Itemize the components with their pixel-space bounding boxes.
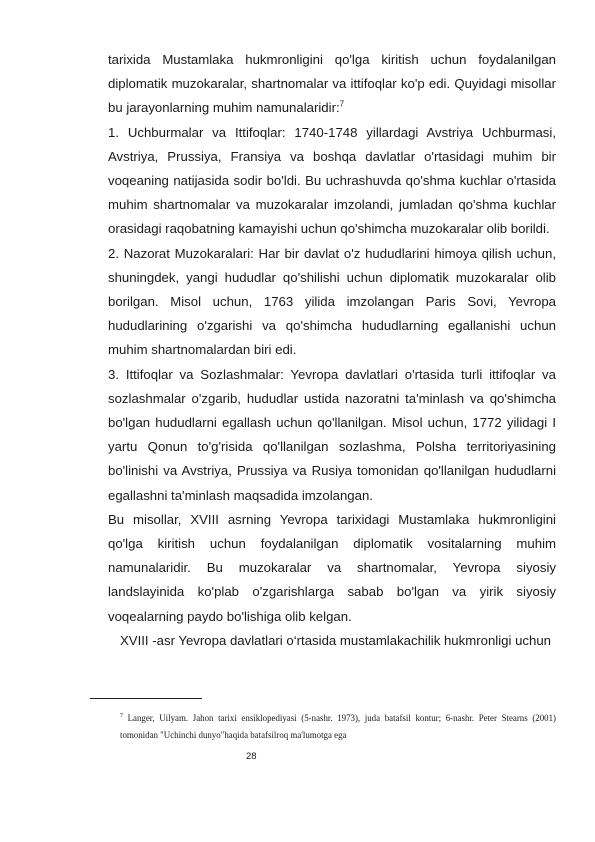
footnote-text: Langer, Uilyam. Jahon tarixi ensiklopediyasi (5-nashr. 1973), juda batafsil kontur; 6-nashr. Peter Stearns (2001) tomonidan "Uchinchi dunyo"haqida batafsilroq ma'lumotga ega [120, 713, 556, 740]
paragraph-item-2: 2. Nazorat Muzokaralari: Har bir davlat o'z hududlarini himoya qilish uchun, shuningdek, yangi hududlar qo'shilishi uchun diplomatik muzokaralar olib borilgan. Misol uchun, 1763 yilida imzolangan Paris Sovi, Yevropa hududlarining o'zgarishi va qo'shimcha hududlarning egallanishi uchun muhim shartnomalardan biri edi. [108, 245, 556, 358]
section-heading: XVIII -asr Yevropa davlatlari o‘rtasida mustamlakachilik hukmronligi uchun [120, 632, 551, 648]
paragraph-intro [108, 48, 556, 121]
footnote-divider [90, 698, 202, 699]
paragraph-item-3: 3. Ittifoqlar va Sozlashmalar: Yevropa davlatlari o'rtasida turli ittifoqlar va sozlashmalar o'zgarib, hududlar ustida nazoratni ta'minlash va qo'shimcha bo'lgan hududlarni egallash uchun qo'llanilgan. Misol uchun, 1772 yilidagi I yartu Qonun to'g'risida qo'llanilgan sozlashma, Polsha territoriyasining bo'linishi va Avstriya, Prussiya va Rusiya tomonidan qo'llanilgan hududlarni egallashni ta'minlash maqsadida imzolangan. [108, 366, 556, 503]
document-body [108, 48, 556, 653]
paragraph-summary: Bu misollar, XVIII asrning Yevropa tarixidagi Mustamlaka hukmronligini qo'lga kiritish uchun foydalanilgan diplomatik vositalarning muhim namunalaridir. Bu muzokaralar va shartnomalar, Yevropa siyosiy landslayinida ko'plab o'zgarishlarga sabab bo'lgan va yirik siyosiy voqealarning paydo bo'lishiga olib kelgan. [108, 511, 556, 624]
footnote-ref[interactable]: 7 [339, 100, 345, 110]
page-number: 28 [246, 751, 257, 762]
footnote [120, 710, 556, 743]
footnote-marker: 7 [120, 713, 123, 720]
paragraph-intro-text: tarixida Mustamlaka hukmronligini qo'lga kiritish uchun foydalanilgan diplomatik muzokaralar, shartnomalar va ittifoqlar ko'p edi. Quyidagi misollar bu jarayonlarning muhim namunalaridir: [108, 52, 556, 116]
paragraph-item-1: 1. Uchburmalar va Ittifoqlar: 1740-1748 yillardagi Avstriya Uchburmasi, Avstriya, Prussiya, Fransiya va boshqa davlatlar o'rtasidagi muhim bir voqeaning natijasida sodir bo'ldi. Bu uchrashuvda qo'shma kuchlar o'rtasida muhim shartnomalar va muzokaralar imzolandi, jumladan qo'shma kuchlar orasidagi raqobatning kamayishi uchun qo'shimcha muzokaralar olib borildi. [108, 124, 556, 237]
